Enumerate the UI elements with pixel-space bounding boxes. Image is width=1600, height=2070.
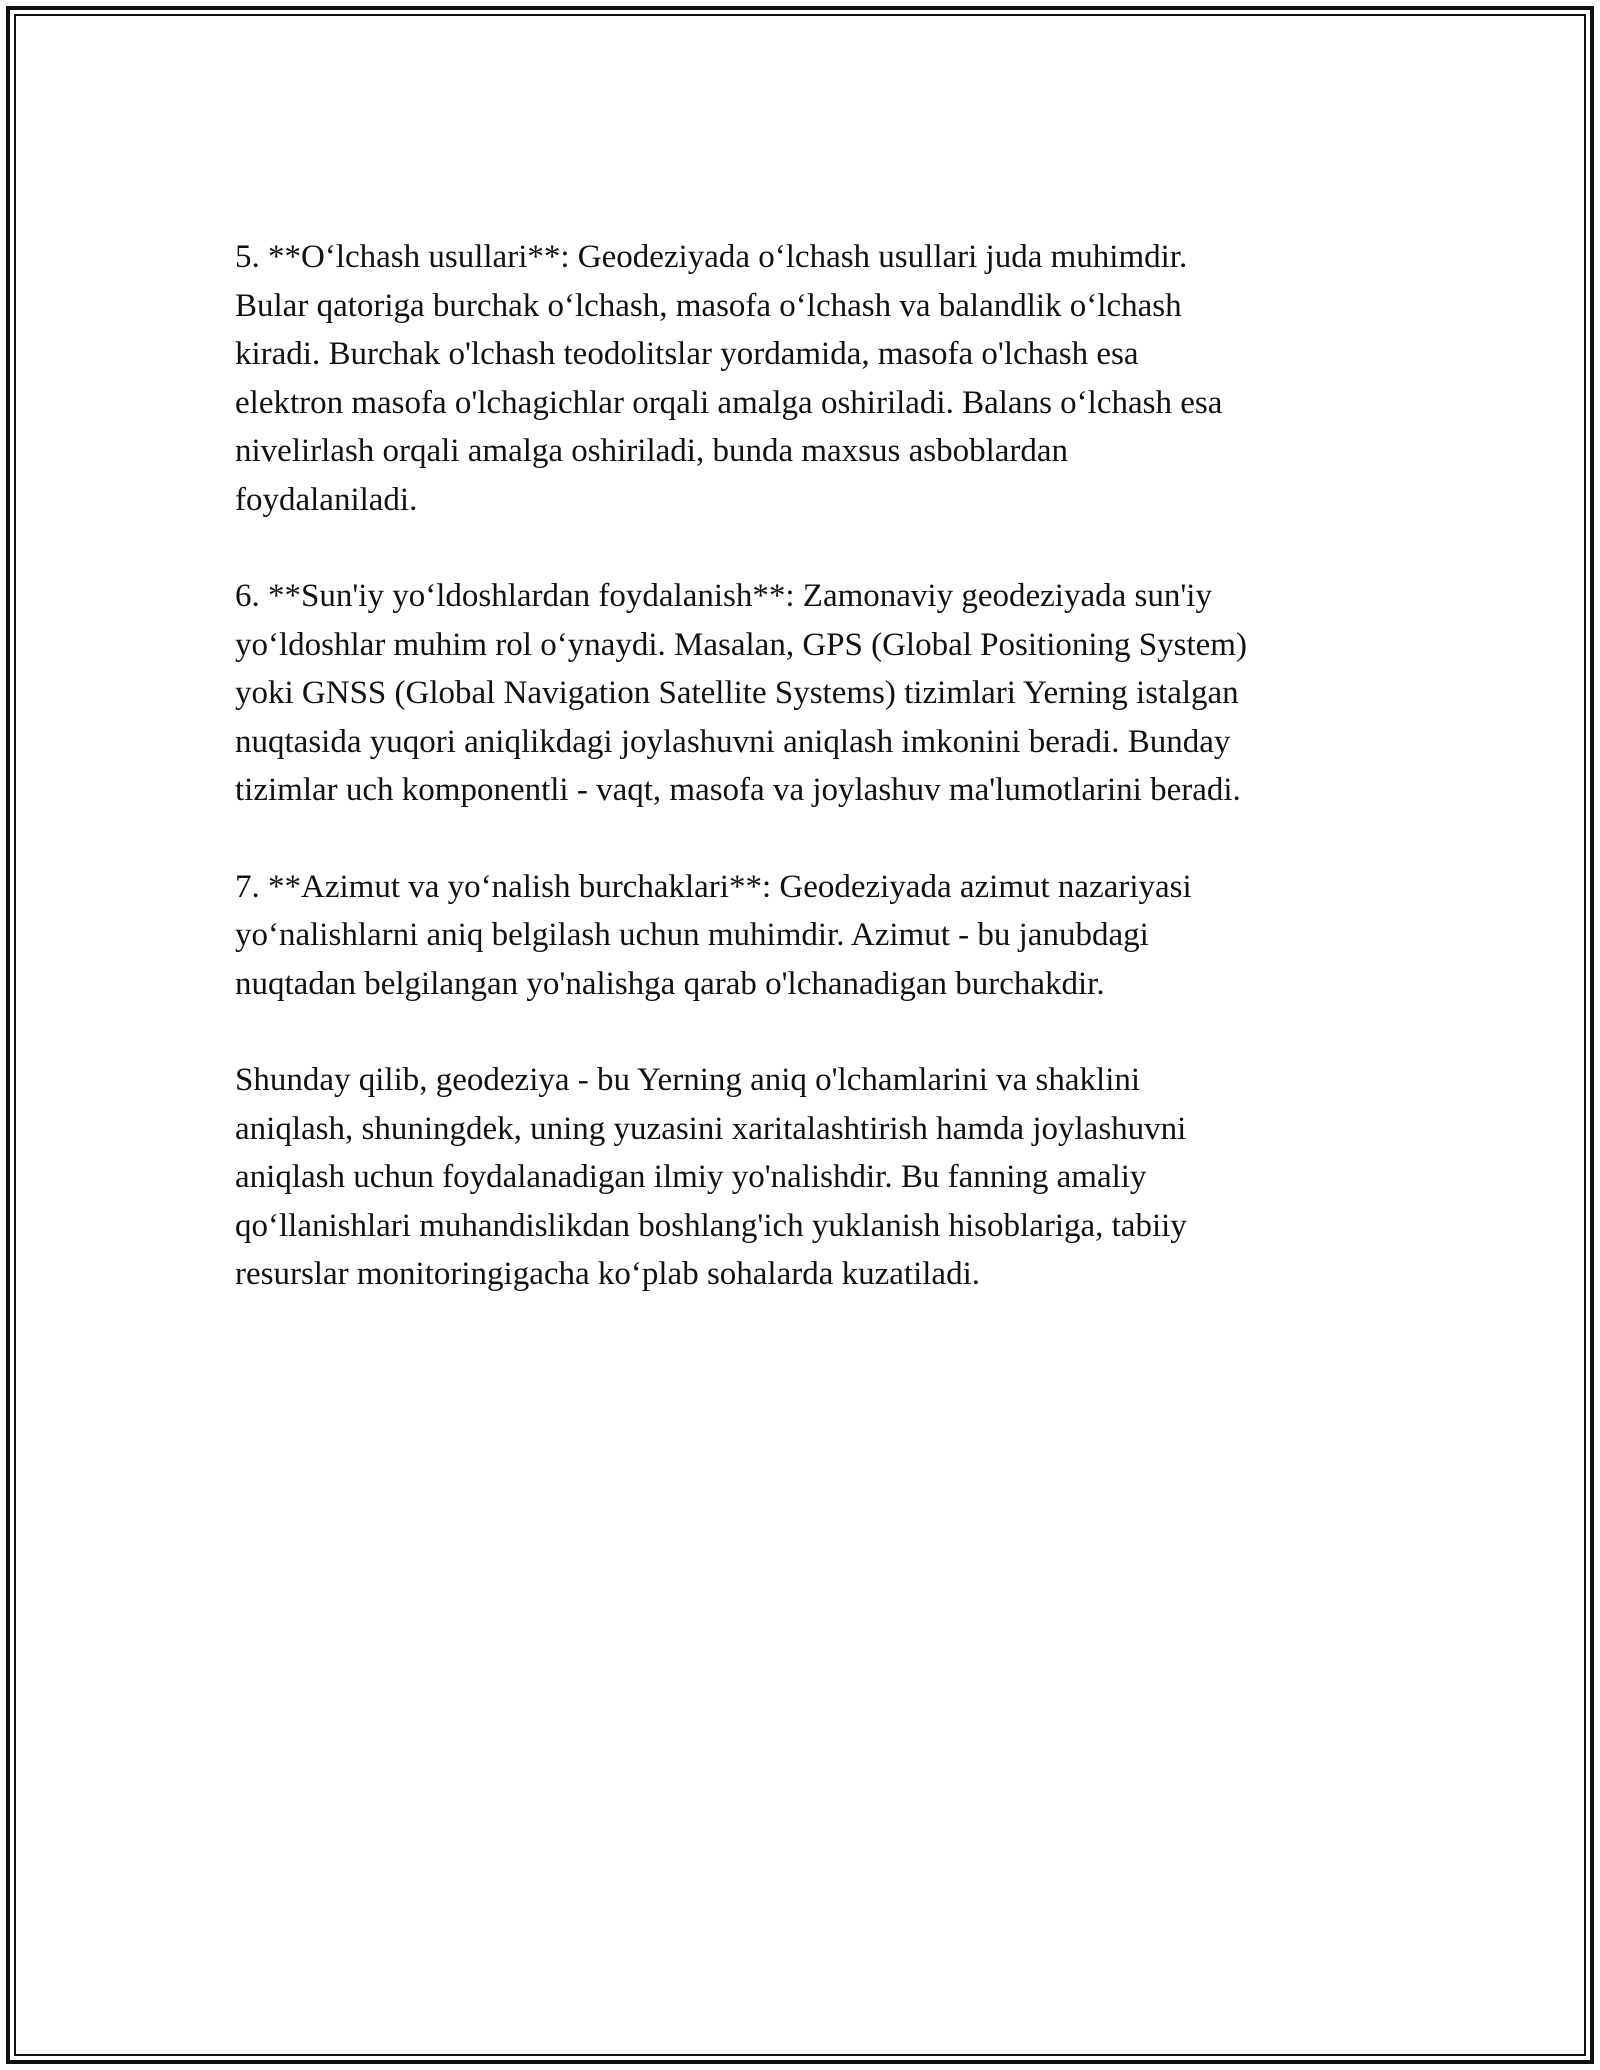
document-body (235, 233, 1375, 1347)
paragraph-measurement-methods: 5. **O‘lchash usullari**: Geodeziyada o‘lchash usullari juda muhimdir. Bular qatoriga burchak o‘lchash, masofa o‘lchash va balandlik o‘lchash kiradi. Burchak o'lchash teodolitslar yordamida, masofa o'lchash esa elektron masofa o'lchagichlar orqali amalga oshiriladi. Balans o‘lchash esa nivelirlash orqali amalga oshiriladi, bunda maxsus asboblardan foydalaniladi. (235, 239, 1223, 518)
paragraph-satellites: 6. **Sun'iy yo‘ldoshlardan foydalanish**: Zamonaviy geodeziyada sun'iy yo‘ldoshlar muhim rol o‘ynaydi. Masalan, GPS (Global Positioning System) yoki GNSS (Global Navigation Satellite Systems) tizimlari Yerning istalgan nuqtasida yuqori aniqlikdagi joylashuvni aniqlash imkonini beradi. Bunday tizimlar uch komponentli - vaqt, masofa va joylashuv ma'lumotlarini beradi. (235, 578, 1247, 808)
paragraph-azimuth: 7. **Azimut va yo‘nalish burchaklari**: Geodeziyada azimut nazariyasi yo‘nalishlarni aniq belgilash uchun muhimdir. Azimut - bu janubdagi nuqtadan belgilangan yo'nalishga qarab o'lchanadigan burchakdir. (235, 868, 1192, 1002)
paragraph-conclusion: Shunday qilib, geodeziya - bu Yerning aniq o'lchamlarini va shaklini aniqlash, shuningdek, uning yuzasini xaritalashtirish hamda joylashuvni aniqlash uchun foydalanadigan ilmiy yo'nalishdir. Bu fanning amaliy qo‘llanishlari muhandislikdan boshlang'ich yuklanish hisoblariga, tabiiy resurslar monitoringigacha ko‘plab sohalarda kuzatiladi. (235, 1062, 1187, 1292)
